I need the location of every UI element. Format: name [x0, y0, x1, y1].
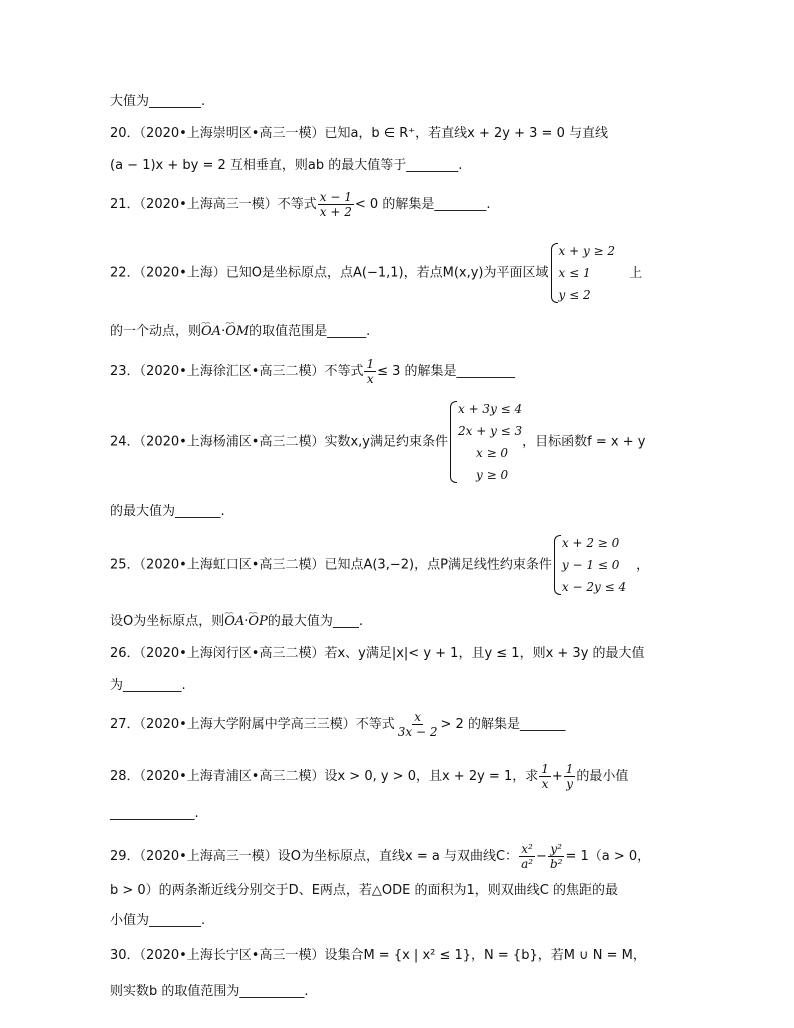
question-21 [110, 190, 490, 219]
q24-constraint: y ≥ 0 [475, 468, 509, 482]
question-29 [110, 842, 650, 871]
q25-constraint: x + 2 ≥ 0 [561, 536, 620, 550]
vector-op: ⌢⌢ OP [248, 613, 267, 631]
q22-constraint: x + y ≥ 2 [558, 244, 616, 258]
q22-text: 22．（2020•上海）已知O是坐标原点，点A(−1,1)，若点M(x,y)为平面区域 [110, 265, 549, 281]
q28-numerator: 1 [541, 762, 549, 776]
q25-line2-suffix: 的最大值为____. [267, 614, 363, 629]
question-24 [110, 398, 645, 486]
question-20-line-1: 20．（2020•上海崇明区•高三一模）已知a，b ∈ R⁺，若直线x + 2y + 3 = 0 与直线 [110, 126, 608, 141]
question-28-line-2: _____________. [110, 806, 199, 821]
plus-operator: + [551, 769, 563, 784]
q21-suffix: < 0 的解集是________. [354, 197, 491, 212]
q29-numerator: x² [521, 842, 533, 856]
q23-numerator: 1 [366, 357, 375, 371]
q24-constraint: x + 3y ≤ 4 [457, 402, 523, 416]
q25-text: 25．（2020•上海虹口区•高三二模）已知点A(3,−2)，点P满足线性约束条件 [110, 557, 552, 573]
question-22-line-2 [110, 323, 370, 341]
q24-text: 24．（2020•上海杨浦区•高三二模）实数x,y满足约束条件 [110, 434, 448, 450]
q21-numerator: x − 1 [319, 190, 352, 204]
q28-denominator: y [566, 777, 573, 791]
question-29-line-3: 小值为________. [110, 913, 206, 928]
q22-constraint: y ≤ 2 [558, 288, 591, 302]
q21-text: 21．（2020•上海高三一模）不等式 [110, 197, 317, 212]
vector-om: ⌢⌢ OM [225, 323, 249, 341]
question-24-line-2: 的最大值为_______. [110, 504, 225, 519]
q25-constraint: x − 2y ≤ 4 [561, 580, 627, 594]
dot-operator: · [244, 614, 249, 629]
q25-line2-text: 设O为坐标原点，则 [110, 614, 225, 629]
question-23 [110, 357, 515, 386]
q24-suffix: ，目标函数f = x + y [522, 434, 646, 450]
q23-suffix: ≤ 3 的解集是_________ [377, 364, 516, 379]
question-26-line-2: 为_________. [110, 678, 186, 693]
q28-suffix: 的最小值 [576, 769, 629, 784]
q28-fraction-2 [564, 762, 576, 791]
q23-denominator: x [366, 372, 374, 386]
q28-denominator: x [541, 777, 549, 791]
q21-fraction [318, 190, 354, 219]
question-30-line-1: 30．（2020•上海长宁区•高三一模）设集合M = {x | x² ≤ 1}，N = {b}，若M ∪ N = M， [110, 948, 646, 963]
question-22 [110, 240, 642, 306]
q24-constraint: 2x + y ≤ 3 [457, 424, 523, 438]
question-19-tail: 大值为________. [110, 94, 206, 109]
q27-text: 27．（2020•上海大学附属中学高三三模）不等式 [110, 717, 395, 732]
question-28 [110, 762, 628, 791]
question-29-line-2: b > 0）的两条渐近线分别交于D、E两点，若△ODE 的面积为1，则双曲线C 的焦距的最 [110, 883, 618, 898]
q22-line2-suffix: 的取值范围是______. [249, 324, 371, 339]
q25-suffix: ， [636, 557, 650, 573]
q23-fraction [364, 357, 376, 386]
q28-text: 28．（2020•上海青浦区•高三二模）设x > 0, y > 0，且x + 2y = 1，求 [110, 769, 539, 784]
q29-denominator: a² [521, 857, 534, 871]
minus-operator: − [536, 849, 547, 864]
q28-fraction-1 [539, 762, 551, 791]
q22-line2-text: 的一个动点，则 [110, 324, 202, 339]
q29-fraction-1 [519, 842, 535, 871]
q29-denominator: b² [549, 857, 563, 871]
q27-suffix: > 2 的解集是_______ [440, 717, 566, 732]
q25-constraint-system [552, 532, 626, 598]
q22-suffix: 上 [629, 265, 643, 281]
q22-constraint: x ≤ 1 [558, 266, 591, 280]
q27-numerator: x [414, 710, 422, 724]
q28-numerator: 1 [565, 762, 574, 776]
question-20-line-2: (a − 1)x + by = 2 互相垂直，则ab 的最大值等于________. [110, 158, 463, 173]
q21-denominator: x + 2 [319, 205, 352, 219]
question-25-line-2 [110, 613, 363, 631]
question-26-line-1: 26．（2020•上海闵行区•高三二模）若x、y满足|x|< y + 1，且y ≤ 1，则x + 3y 的最大值 [110, 646, 645, 661]
q29-fraction-2 [548, 842, 565, 871]
q27-denominator: 3x − 2 [397, 725, 438, 739]
question-25 [110, 532, 649, 598]
q23-text: 23．（2020•上海徐汇区•高三二模）不等式 [110, 364, 364, 379]
q24-constraint: x ≥ 0 [475, 446, 509, 460]
q29-numerator: y² [550, 842, 562, 856]
question-30-line-2: 则实数b 的取值范围为__________. [110, 984, 309, 999]
q29-text: 29．（2020•上海高三一模）设O为坐标原点，直线x = a 与双曲线C： [110, 849, 519, 864]
q25-constraint: y − 1 ≤ 0 [561, 558, 620, 572]
q24-constraint-system [448, 398, 522, 486]
question-27 [110, 710, 565, 739]
q22-constraint-system [549, 240, 616, 306]
q27-fraction [396, 710, 440, 739]
vector-oa: ⌢⌢ OA [224, 613, 244, 631]
vector-oa: ⌢⌢ OA [201, 323, 221, 341]
q29-suffix: = 1（a > 0， [565, 849, 651, 864]
dot-operator: · [221, 324, 226, 339]
